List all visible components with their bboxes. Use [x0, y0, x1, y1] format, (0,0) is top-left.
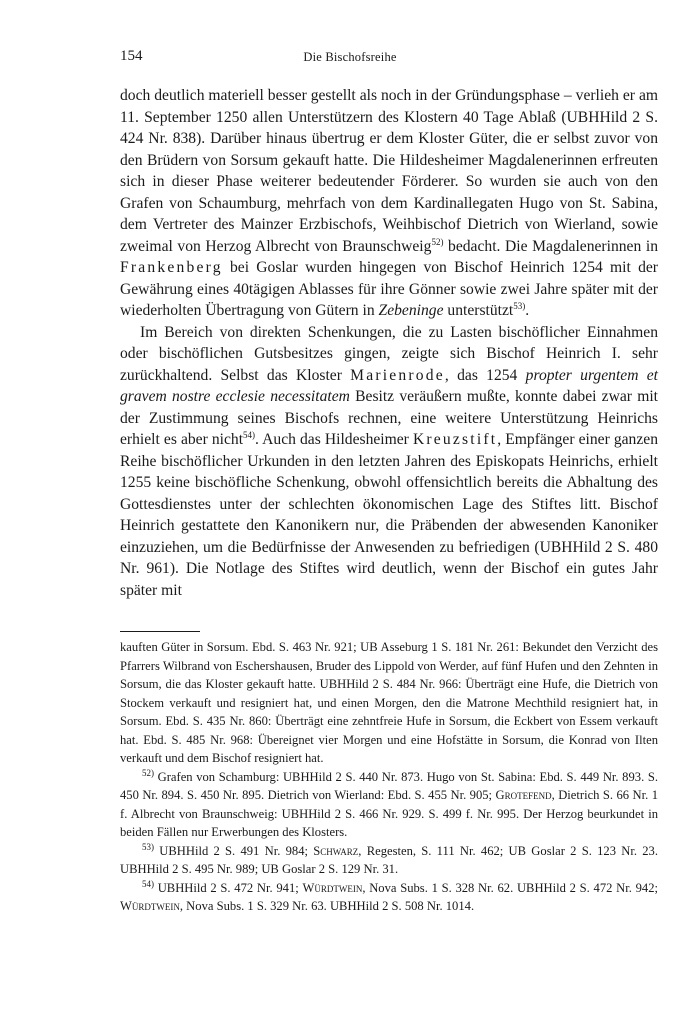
text: UBHHild 2 S. 472 Nr. 941; [154, 880, 303, 895]
text: bei Goslar wurden hingegen von Bischof Heinrich 1254 mit der Gewährung eines 40tägigen Ablasses für ihre Gönner sowie zwei Jahre später mit der wiederholten Übertragung von Gütern in [120, 259, 658, 319]
footnote-54 [120, 879, 658, 916]
text: Im Bereich von direkten Schenkungen, die zu Lasten bischöflicher Einnahmen oder bischöflichen Gutsbesitzes gingen, zeigte sich Bischof Heinrich I. sehr zurückhaltend. Selbst das Kloster [120, 323, 658, 384]
running-title: Die Bischofsreihe [303, 50, 397, 64]
text: doch deutlich materiell besser gestellt als noch in der Gründungsphase – verlieh er am 11. September 1250 allen Unterstützern des Klostern 40 Tage Ablaß (UBHHild 2 S. 424 Nr. 838). Darüber hinaus übertrug er dem Kloster Güter, die er selbst zuvor von den Brüdern von Sorsum gekauft hatte. Die Hildesheimer Magdalenerinnen erfreuten sich in dieser Phase weiterer bedeutender Förderer. So wurden sie auch von den Grafen von Schaumburg, mehrfach von dem Kardinallegaten Hugo von St. Sabina, dem Vertreter des Mainzer Erzbischofs, Weihbischof Dietrich von Wierland, sowie zweimal von Herzog Albrecht von Braunschweig [120, 87, 658, 255]
text: , Empfänger einer ganzen Reihe bischöflicher Urkunden in den letzten Jahren des Episkopats Heinrichs, erhielt 1255 keine bischöfliche Schenkung, obwohl offensichtlich bereits die Abhaltung des Gottesdienstes unter der schlechten ökonomischen Lage des Stiftes litt. Bischof Heinrich gestattete den Kanonikern nur, die Präbenden der abwesenden Kanoniker einzuziehen, um die Bedürfnisse der Anwesenden zu befriedigen (UBHHild 2 S. 480 Nr. 961). Die Notlage des Stiftes wird deutlich, wenn der Bischof ein gutes Jahr später mit [120, 431, 658, 599]
text: , Dietrich S. 66 Nr. 1 f. Albrecht von Braunschweig: UBHHild 2 S. 466 Nr. 929. S. 499 f. Nr. 995. Der Herzog beurkundet in beiden Fällen nur Erwerbungen des Klosters. [120, 788, 659, 839]
place-name: Kreuzstift [412, 431, 498, 448]
footnote-53 [120, 842, 658, 879]
main-text [120, 85, 658, 601]
text: , Nova Subs. 1 S. 328 Nr. 62. UBHHild 2 S. 472 Nr. 942; [362, 880, 658, 895]
page-number: 154 [120, 48, 143, 64]
paragraph-1 [120, 85, 658, 322]
italic-place-name: Zebeninge [378, 302, 444, 319]
text: UBHHild 2 S. 491 Nr. 984; [154, 843, 314, 858]
footnote-marker: 54) [142, 878, 154, 889]
text: Besitz veräußern mußte, konnte dabei zwar mit der Zustimmung seines Bischofs rechnen, eine weitere Unterstützung Heinrichs erhielt es aber nicht [120, 388, 658, 448]
footnote-marker: 53) [142, 841, 154, 852]
place-name: Frankenberg [120, 259, 223, 276]
footnote-ref-53[interactable]: 53) [513, 300, 526, 311]
footnote-continuation: kauften Güter in Sorsum. Ebd. S. 463 Nr. 921; UB Asseburg 1 S. 181 Nr. 261: Bekundet den Verzicht des Pfarrers Wilbrand von Eschershausen, Bruder des Lippold von Werder, auf fünf Hufen und den Zehnten in Sorsum, die das Kloster gekauft hatte. UBHHild 2 S. 484 Nr. 966: Überträgt eine Hufe, die Dietrich von Stockem verkauft und resigniert hat, und einen Morgen, den die Matrone Mechthild resigniert hat, in Sorsum. Ebd. S. 435 Nr. 860: Überträgt eine zehntfreie Hufe in Sorsum, die Eckbert von Essem verkauft hat. Ebd. S. 485 Nr. 968: Übereignet vier Morgen und eine Hofstätte in Sorsum, die Konrad von Ilten verkauft und dem Bischof resigniert hat. [120, 640, 658, 765]
footnote-separator [120, 631, 200, 632]
text: bedacht. Die Magdalenerinnen in [443, 237, 659, 255]
author-name: Würdtwein [302, 880, 363, 895]
footnotes [120, 638, 658, 916]
author-name: Würdtwein [120, 899, 180, 913]
text: , das 1254 [444, 366, 526, 384]
text: . [525, 302, 530, 319]
author-name: Schwarz [313, 843, 359, 858]
footnote-marker: 52) [142, 767, 154, 778]
text: . Auch das Hildesheimer [255, 431, 413, 448]
place-name: Marienrode [350, 366, 445, 384]
text: Grafen von Schamburg: UBHHild 2 S. 440 Nr. 873. Hugo von St. Sabina: Ebd. S. 449 Nr. 893. S. 450 Nr. 894. S. 450 Nr. 895. Dietrich von Wierland: Ebd. S. 455 Nr. 905; [120, 769, 658, 802]
paragraph-2 [120, 322, 658, 602]
footnote-52 [120, 768, 658, 842]
text: unterstützt [443, 302, 514, 319]
text: , Nova Subs. 1 S. 329 Nr. 63. UBHHild 2 S. 508 Nr. 1014. [179, 899, 475, 913]
latin-quote: propter urgentem et gravem nostre ecclesie necessitatem [120, 366, 658, 405]
text: , Regesten, S. 111 Nr. 462; UB Goslar 2 S. 123 Nr. 23. UBHHild 2 S. 495 Nr. 989; UB Goslar 2 S. 129 Nr. 31. [120, 843, 659, 876]
author-name: Grotefend [495, 788, 552, 802]
footnote-ref-54[interactable]: 54) [243, 429, 256, 440]
footnote-ref-52[interactable]: 52) [431, 236, 444, 247]
